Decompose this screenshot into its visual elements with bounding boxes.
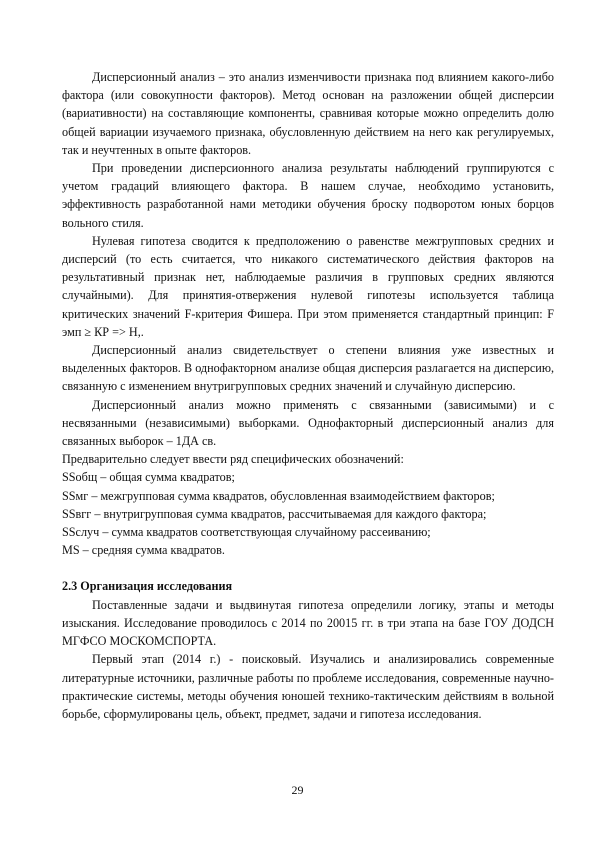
- paragraph-first-stage: Первый этап (2014 г.) - поисковый. Изучались и анализировались современные литературные источники, различные работы по проблеме исследования, современные научно-практические системы, методы обучения юношей технико-тактическим действиям в вольной борьбе, сформулированы цель, объект, предмет, задачи и гипотеза исследования.: [62, 652, 554, 721]
- paragraph-factor-influence: Дисперсионный анализ свидетельствует о степени влияния уже известных и выделенных факторов. В однофакторном анализе общая дисперсия разлагается на дисперсию, связанную с изменением внутригрупповых средних значений и случайную дисперсию.: [62, 343, 554, 394]
- definitions-intro: Предварительно следует ввести ряд специфических обозначений:: [62, 452, 404, 467]
- paragraph-grouping: При проведении дисперсионного анализа результаты наблюдений группируются с учетом градаций влияющего фактора. В нашем случае, необходимо установить, эффективность разработанной нами методики обучения броску подворотом юных борцов вольного стиля.: [62, 161, 554, 230]
- definition-ss-random: SSслуч – сумма квадратов соответствующая случайному рассеиванию;: [62, 525, 431, 540]
- definition-ss-between: SSмг – межгрупповая сумма квадратов, обусловленная взаимодействием факторов;: [62, 488, 495, 503]
- paragraph-samples: Дисперсионный анализ можно применять с связанными (зависимыми) и с несвязанными (независимыми) выборками. Однофакторный дисперсионный анализ для связанных выборок – 1ДА св.: [62, 397, 554, 449]
- page-number: 29: [291, 783, 304, 797]
- definition-ms: MS – средняя сумма квадратов.: [62, 543, 225, 558]
- section-heading: 2.3 Организация исследования: [62, 579, 233, 594]
- definition-ss-total: SSобщ – общая сумма квадратов;: [62, 470, 235, 485]
- definition-ss-within: SSвгг – внутригрупповая сумма квадратов, рассчитываемая для каждого фактора;: [62, 506, 487, 521]
- page-body: [62, 68, 554, 723]
- paragraph-null-hypothesis: Нулевая гипотеза сводится к предположению о равенстве межгрупповых средних и дисперсий (то есть считается, что никакого систематического действия факторов на результативный признак нет, наблюдаемые различия в групповых средних являются случайными). Для принятия-отвержения нулевой гипотезы используется таблица критических значений F-критерия Фишера. При этом применяется стандартный принцип: F эмп ≥ КР => Н,.: [62, 233, 554, 339]
- paragraph-research-logic: Поставленные задачи и выдвинутая гипотеза определили логику, этапы и методы изыскания. Исследование проводилось с 2014 по 20015 гг. в три этапа на базе ГОУ ДОДСН МГФСО МОСКОМСПОРТА.: [62, 597, 554, 649]
- paragraph-dispersion-definition: Дисперсионный анализ – это анализ изменчивости признака под влиянием какого-либо фактора (или совокупности факторов). Метод основан на разложении общей дисперсии (вариативности) на составляющие компоненты, сравнивая которые можно определить долю общей вариации изучаемого признака, обусловленную действием на него как регулируемых, так и неучтенных в опыте факторов.: [62, 70, 554, 157]
